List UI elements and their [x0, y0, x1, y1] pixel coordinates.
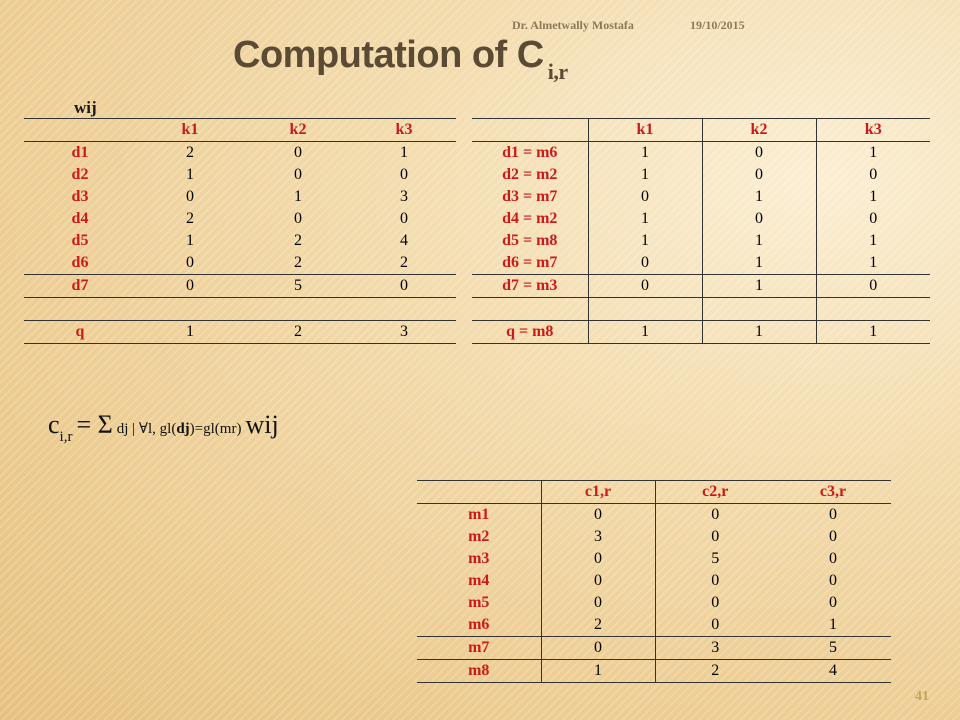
table-row — [24, 186, 456, 208]
table-row — [417, 614, 891, 637]
table-row — [472, 275, 930, 298]
table-cell: 0 — [816, 275, 930, 298]
formula-wij: wij — [245, 410, 279, 439]
row-label: q — [24, 321, 136, 344]
table-cell: 1 — [588, 321, 702, 344]
table-cell: 2 — [541, 614, 655, 637]
table-row — [24, 275, 456, 298]
column-header: k2 — [702, 119, 816, 142]
table-cell: 0 — [136, 252, 244, 275]
table-cell: 5 — [244, 275, 352, 298]
table-cell: 0 — [541, 637, 655, 660]
corner-cell — [24, 119, 136, 142]
table-cell: 2 — [294, 232, 302, 249]
row-label: d7 — [24, 275, 136, 298]
table-cell: 1 — [588, 230, 702, 252]
table-cell: 0 — [541, 548, 655, 570]
row-label: d7 = m3 — [472, 275, 588, 298]
column-header: k2 — [244, 119, 352, 142]
corner-cell — [417, 481, 541, 504]
column-header: k1 — [588, 119, 702, 142]
table-row — [417, 637, 891, 660]
table-cell: 5 — [711, 550, 720, 567]
row-label: d1 — [71, 144, 89, 161]
table-cell: 2 — [352, 252, 456, 275]
table-cell: 1 — [869, 232, 878, 249]
table-row — [417, 548, 891, 570]
table-row — [472, 252, 930, 275]
query-row — [472, 321, 930, 344]
row-label: d5 = m8 — [472, 230, 588, 252]
table-cell: 5 — [775, 637, 891, 660]
table-cell: 3 — [541, 526, 655, 548]
formula-subscript: i,r — [59, 429, 73, 445]
table-cell: 0 — [829, 550, 837, 567]
table-cell: 1 — [588, 142, 702, 165]
table-cell: 1 — [186, 232, 194, 249]
table-cell: 0 — [829, 506, 837, 523]
table-cell: 0 — [588, 186, 702, 208]
table-row — [472, 230, 930, 252]
row-label: d4 — [71, 210, 89, 227]
table-cell: 0 — [702, 208, 816, 230]
row-label: d4 = m2 — [472, 208, 588, 230]
formula-condition: dj | ∀l, gl(dj)=gl(mr) — [116, 421, 242, 437]
table-cell: 0 — [702, 142, 816, 165]
table-cell: 0 — [541, 504, 655, 527]
slide-title — [233, 34, 568, 84]
row-label: d3 — [71, 188, 89, 205]
minterm-table — [472, 118, 930, 344]
row-label: m1 — [417, 504, 541, 527]
table-row — [24, 230, 456, 252]
row-label: q = m8 — [472, 321, 588, 344]
table-cell: 0 — [294, 166, 302, 183]
query-row — [24, 321, 456, 344]
row-label: m5 — [417, 592, 541, 614]
table-cell: 3 — [352, 321, 456, 344]
table-cell: 1 — [294, 188, 302, 205]
row-label: m7 — [417, 637, 541, 660]
column-header: k3 — [816, 119, 930, 142]
table-header-row — [24, 119, 456, 142]
table-cell: 2 — [186, 210, 194, 227]
correlation-table — [417, 480, 891, 683]
table-cell: 1 — [400, 144, 408, 161]
table-cell: 1 — [816, 321, 930, 344]
table-row — [24, 208, 456, 230]
table-cell: 1 — [702, 252, 816, 275]
table-cell: 0 — [136, 275, 244, 298]
table-cell: 0 — [400, 166, 408, 183]
table-cell: 2 — [655, 660, 775, 683]
table-cell: 1 — [775, 614, 891, 637]
column-header: c2,r — [655, 481, 775, 504]
table-cell: 3 — [655, 637, 775, 660]
table-row — [472, 186, 930, 208]
table-cell: 0 — [186, 188, 194, 205]
table-cell: 0 — [294, 144, 302, 161]
table-cell: 1 — [702, 321, 816, 344]
table-cell: 0 — [869, 166, 878, 183]
column-header: k3 — [352, 119, 456, 142]
table-cell: 0 — [869, 210, 878, 227]
weights-table — [24, 118, 456, 344]
wij-label: wij — [74, 98, 97, 117]
table-row — [417, 504, 891, 527]
table-cell: 0 — [588, 252, 702, 275]
table-cell: 1 — [588, 208, 702, 230]
table-row — [24, 252, 456, 275]
table-cell: 1 — [588, 164, 702, 186]
table-row — [472, 164, 930, 186]
table-cell: 0 — [711, 572, 720, 589]
table-cell: 0 — [541, 592, 655, 614]
row-label: m2 — [417, 526, 541, 548]
formula — [48, 410, 279, 445]
slide-date: 19/10/2015 — [690, 18, 745, 32]
table-cell: 1 — [541, 660, 655, 683]
title-main: Computation of C — [233, 34, 544, 76]
spacer-row — [472, 298, 930, 321]
table-header-row — [417, 481, 891, 504]
corner-cell — [472, 119, 588, 142]
row-label: m3 — [417, 548, 541, 570]
title-subscript: i,r — [547, 59, 568, 84]
row-label: m6 — [417, 614, 541, 637]
row-label: d1 = m6 — [472, 142, 588, 165]
table-row — [417, 660, 891, 683]
table-row — [24, 142, 456, 165]
table-cell: 1 — [702, 275, 816, 298]
column-header: c3,r — [775, 481, 891, 504]
column-header: k1 — [136, 119, 244, 142]
table-cell: 1 — [816, 252, 930, 275]
table-row — [417, 526, 891, 548]
spacer-row — [24, 298, 456, 321]
table-cell: 0 — [829, 572, 837, 589]
table-cell: 2 — [244, 321, 352, 344]
table-cell: 3 — [400, 188, 408, 205]
table-cell: 0 — [711, 506, 720, 523]
table-cell: 0 — [294, 210, 302, 227]
table-cell: 0 — [711, 528, 720, 545]
table-row — [417, 592, 891, 614]
row-label: d2 = m2 — [472, 164, 588, 186]
table-cell: 0 — [352, 275, 456, 298]
table-cell: 0 — [702, 164, 816, 186]
table-row — [417, 570, 891, 592]
table-row — [472, 208, 930, 230]
table-cell: 2 — [244, 252, 352, 275]
table-row — [472, 142, 930, 165]
row-label: d5 — [71, 232, 89, 249]
row-label: d6 — [24, 252, 136, 275]
row-label: m4 — [417, 570, 541, 592]
table-cell: 1 — [702, 186, 816, 208]
page-number: 41 — [915, 689, 929, 704]
table-cell: 1 — [869, 188, 878, 205]
table-row — [24, 164, 456, 186]
row-label: m8 — [417, 660, 541, 683]
table-cell: 0 — [541, 570, 655, 592]
formula-equals-sum: = Σ — [76, 410, 113, 439]
table-cell: 2 — [186, 144, 194, 161]
table-cell: 0 — [829, 594, 837, 611]
table-header-row — [472, 119, 930, 142]
row-label: d3 = m7 — [472, 186, 588, 208]
table-cell: 0 — [588, 275, 702, 298]
column-header: c1,r — [541, 481, 655, 504]
table-cell: 4 — [775, 660, 891, 683]
table-cell: 0 — [711, 594, 720, 611]
slide-author: Dr. Almetwally Mostafa — [512, 18, 634, 32]
row-label: d2 — [71, 166, 89, 183]
table-cell: 4 — [400, 232, 408, 249]
table-cell: 0 — [655, 614, 775, 637]
table-cell: 1 — [136, 321, 244, 344]
table-cell: 1 — [702, 230, 816, 252]
table-cell: 1 — [869, 144, 878, 161]
row-label: d6 = m7 — [472, 252, 588, 275]
table-cell: 0 — [829, 528, 837, 545]
table-cell: 1 — [186, 166, 194, 183]
table-cell: 0 — [400, 210, 408, 227]
formula-c: c — [48, 410, 60, 439]
